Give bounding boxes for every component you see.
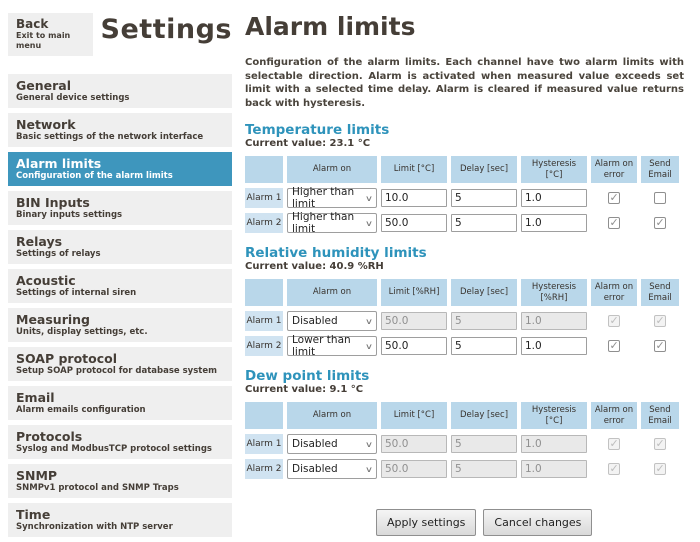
send-email-checkbox[interactable] bbox=[654, 192, 666, 204]
sidebar-item-snmp[interactable] bbox=[8, 464, 232, 498]
row-label: Alarm 1 bbox=[245, 311, 283, 331]
send-email-checkbox[interactable] bbox=[654, 340, 666, 352]
delay-input[interactable] bbox=[451, 214, 517, 232]
chevron-down-icon: ∨ bbox=[364, 439, 374, 449]
hysteresis-input[interactable] bbox=[521, 337, 587, 355]
sidebar-item-sublabel: Synchronization with NTP server bbox=[16, 522, 173, 532]
sidebar bbox=[0, 0, 237, 542]
sidebar-item-time[interactable] bbox=[8, 503, 232, 537]
hysteresis-input bbox=[521, 435, 587, 453]
sidebar-item-general[interactable] bbox=[8, 74, 232, 108]
table-header-alarm-on: Alarm on bbox=[287, 279, 377, 306]
alarm-on-error-checkbox bbox=[608, 438, 620, 450]
sidebar-item-label: BIN Inputs bbox=[16, 195, 90, 210]
table-header-limit: Limit [°C] bbox=[381, 402, 447, 429]
sidebar-item-protocols[interactable] bbox=[8, 425, 232, 459]
sidebar-item-label: SNMP bbox=[16, 468, 58, 483]
sidebar-item-label: Alarm limits bbox=[16, 156, 102, 171]
table-header-empty bbox=[245, 156, 283, 183]
alarm-on-error-checkbox[interactable] bbox=[608, 340, 620, 352]
back-button-sublabel: Exit to main menu bbox=[16, 31, 71, 50]
sidebar-item-label: Network bbox=[16, 117, 76, 132]
page-title: Alarm limits bbox=[245, 12, 416, 41]
alarm-on-error-checkbox bbox=[608, 463, 620, 475]
table-header-send-email: Send Email bbox=[641, 156, 679, 183]
sidebar-item-label: SOAP protocol bbox=[16, 351, 118, 366]
sidebar-item-sublabel: Binary inputs settings bbox=[16, 210, 123, 220]
sidebar-item-label: Email bbox=[16, 390, 55, 405]
row-label: Alarm 1 bbox=[245, 188, 283, 208]
sidebar-item-sublabel: General device settings bbox=[16, 93, 130, 103]
limit-input bbox=[381, 435, 447, 453]
row-label: Alarm 2 bbox=[245, 336, 283, 356]
sidebar-item-label: Relays bbox=[16, 234, 63, 249]
sidebar-item-sublabel: Configuration of the alarm limits bbox=[16, 171, 173, 181]
table-header-send-email: Send Email bbox=[641, 402, 679, 429]
chevron-down-icon: ∨ bbox=[364, 464, 374, 474]
chevron-down-icon: ∨ bbox=[364, 316, 374, 326]
chevron-down-icon: ∨ bbox=[364, 341, 374, 351]
sidebar-item-measuring[interactable] bbox=[8, 308, 232, 342]
sidebar-item-sublabel: Alarm emails configuration bbox=[16, 405, 146, 415]
select-value: Disabled bbox=[292, 438, 338, 450]
humidity-limits-section bbox=[245, 246, 684, 356]
alarm-on-error-checkbox[interactable] bbox=[608, 192, 620, 204]
sidebar-item-sublabel: Setup SOAP protocol for database system bbox=[16, 366, 217, 376]
alarm-direction-select[interactable] bbox=[287, 213, 377, 233]
main-content bbox=[237, 0, 700, 542]
sidebar-item-label: Protocols bbox=[16, 429, 83, 444]
back-button[interactable] bbox=[8, 13, 93, 56]
table-header-empty bbox=[245, 402, 283, 429]
apply-settings-button[interactable]: Apply settings bbox=[376, 509, 476, 536]
table-header-limit: Limit [%RH] bbox=[381, 279, 447, 306]
sidebar-item-sublabel: SNMPv1 protocol and SNMP Traps bbox=[16, 483, 179, 493]
sidebar-item-relays[interactable] bbox=[8, 230, 232, 264]
send-email-checkbox bbox=[654, 463, 666, 475]
table-header-hysteresis: Hysteresis [%RH] bbox=[521, 279, 587, 306]
settings-heading: Settings bbox=[100, 14, 232, 45]
sidebar-item-sublabel: Settings of relays bbox=[16, 249, 101, 259]
alarm-direction-select[interactable] bbox=[287, 434, 377, 454]
delay-input[interactable] bbox=[451, 337, 517, 355]
sidebar-item-sublabel: Syslog and ModbusTCP protocol settings bbox=[16, 444, 212, 454]
select-value: Disabled bbox=[292, 463, 338, 475]
table-header-alarm-on-error: Alarm on error bbox=[591, 279, 637, 306]
section-title: Dew point limits bbox=[245, 368, 370, 384]
chevron-down-icon: ∨ bbox=[364, 218, 374, 228]
temperature-limits-table bbox=[245, 156, 684, 233]
sidebar-item-acoustic[interactable] bbox=[8, 269, 232, 303]
current-value: Current value: 40.9 %RH bbox=[245, 261, 384, 272]
sidebar-item-network[interactable] bbox=[8, 113, 232, 147]
delay-input[interactable] bbox=[451, 189, 517, 207]
alarm-on-error-checkbox[interactable] bbox=[608, 217, 620, 229]
section-title: Relative humidity limits bbox=[245, 245, 427, 261]
cancel-changes-button[interactable]: Cancel changes bbox=[483, 509, 592, 536]
send-email-checkbox[interactable] bbox=[654, 217, 666, 229]
current-value: Current value: 9.1 °C bbox=[245, 384, 364, 395]
table-header-delay: Delay [sec] bbox=[451, 279, 517, 306]
table-header-alarm-on: Alarm on bbox=[287, 402, 377, 429]
table-header-hysteresis: Hysteresis [°C] bbox=[521, 156, 587, 183]
hysteresis-input bbox=[521, 460, 587, 478]
temperature-limits-section bbox=[245, 123, 684, 233]
select-value: Higher than limit bbox=[292, 186, 355, 210]
sidebar-item-label: Measuring bbox=[16, 312, 90, 327]
delay-input bbox=[451, 460, 517, 478]
hysteresis-input[interactable] bbox=[521, 214, 587, 232]
table-header-empty bbox=[245, 279, 283, 306]
select-value: Higher than limit bbox=[292, 211, 355, 235]
sidebar-item-label: General bbox=[16, 78, 71, 93]
alarm-direction-select[interactable] bbox=[287, 188, 377, 208]
current-value: Current value: 23.1 °C bbox=[245, 138, 371, 149]
select-value: Lower than limit bbox=[292, 334, 351, 358]
dew-point-limits-table bbox=[245, 402, 684, 479]
sidebar-item-email[interactable] bbox=[8, 386, 232, 420]
alarm-direction-select[interactable] bbox=[287, 311, 377, 331]
table-header-alarm-on-error: Alarm on error bbox=[591, 402, 637, 429]
hysteresis-input bbox=[521, 312, 587, 330]
delay-input bbox=[451, 312, 517, 330]
alarm-direction-select[interactable] bbox=[287, 459, 377, 479]
table-header-delay: Delay [sec] bbox=[451, 156, 517, 183]
limit-input bbox=[381, 312, 447, 330]
select-value: Disabled bbox=[292, 315, 338, 327]
sidebar-item-soap-protocol[interactable] bbox=[8, 347, 232, 381]
row-label: Alarm 2 bbox=[245, 213, 283, 233]
page-description: Configuration of the alarm limits. Each channel have two alarm limits with selectable direction. Alarm is activated when measured value exceeds set limit with a selected time delay. Alarm is cleared if measured value returns back with hysteresis. bbox=[245, 57, 684, 109]
table-header-alarm-on: Alarm on bbox=[287, 156, 377, 183]
alarm-direction-select[interactable] bbox=[287, 336, 377, 356]
table-header-send-email: Send Email bbox=[641, 279, 679, 306]
table-header-alarm-on-error: Alarm on error bbox=[591, 156, 637, 183]
chevron-down-icon: ∨ bbox=[364, 193, 374, 203]
hysteresis-input[interactable] bbox=[521, 189, 587, 207]
sidebar-item-label: Time bbox=[16, 507, 51, 522]
left-header bbox=[8, 13, 232, 56]
table-header-delay: Delay [sec] bbox=[451, 402, 517, 429]
humidity-limits-table bbox=[245, 279, 684, 356]
limit-input[interactable] bbox=[381, 189, 447, 207]
send-email-checkbox bbox=[654, 315, 666, 327]
sidebar-item-sublabel: Settings of internal siren bbox=[16, 288, 137, 298]
table-header-hysteresis: Hysteresis [°C] bbox=[521, 402, 587, 429]
sidebar-item-sublabel: Units, display settings, etc. bbox=[16, 327, 148, 337]
limit-input[interactable] bbox=[381, 214, 447, 232]
dew-point-limits-section bbox=[245, 369, 684, 479]
row-label: Alarm 1 bbox=[245, 434, 283, 454]
sidebar-item-alarm-limits[interactable] bbox=[8, 152, 232, 186]
delay-input bbox=[451, 435, 517, 453]
row-label: Alarm 2 bbox=[245, 459, 283, 479]
limit-input bbox=[381, 460, 447, 478]
sidebar-item-label: Acoustic bbox=[16, 273, 76, 288]
sidebar-item-sublabel: Basic settings of the network interface bbox=[16, 132, 204, 142]
limit-input[interactable] bbox=[381, 337, 447, 355]
sidebar-item-bin-inputs[interactable] bbox=[8, 191, 232, 225]
section-title: Temperature limits bbox=[245, 122, 390, 138]
alarm-on-error-checkbox bbox=[608, 315, 620, 327]
back-button-label: Back bbox=[16, 17, 49, 31]
table-header-limit: Limit [°C] bbox=[381, 156, 447, 183]
send-email-checkbox bbox=[654, 438, 666, 450]
